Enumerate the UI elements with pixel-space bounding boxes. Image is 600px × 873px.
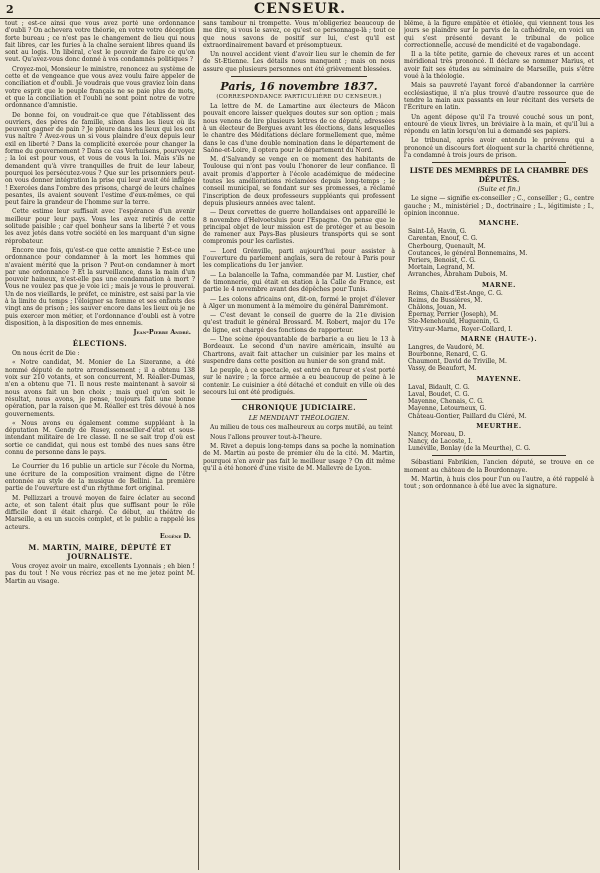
department-heading: MARNE.	[482, 280, 516, 289]
page-number: 2	[6, 3, 14, 16]
deputy-entry: Reims, de Bussières, M.	[408, 296, 483, 304]
section-heading-elections: ÉLECTIONS.	[72, 339, 128, 349]
deputy-entry: Ste-Menehould, Huguenin, G.	[408, 318, 500, 326]
article-paragraph: Sébastiani Fabrikien, l'ancien député, se trouve en ce moment au château de la Bourdonnaye.	[404, 459, 594, 474]
article-paragraph: Vous croyez avoir un maire, excellents Lyonnais ; eh bien ! pas du tout ! Ne vous récriez pas et ne me jetez point M. Martin au visage.	[5, 563, 195, 585]
department-heading: MANCHE.	[478, 219, 520, 228]
separator	[33, 459, 167, 460]
article-paragraph: M. d'Salvandy se venge en ce moment des habitants de Toulouse qui n'ont pas voulu l'honorer de leur confiance. Il avait promis d'apporter à l'école académique de médecine toutes les améliorations réclamées depuis long-temps ; le conseil municipal, se fondant sur ses promesses, a réclamé l'inscription de deux professeurs suppléants qui professent depuis plusieurs années avec talent.	[203, 156, 395, 207]
correspondence-note: (CORRESPONDANCE PARTICULIÈRE DU CENSEUR.)	[216, 94, 382, 101]
article-paragraph: Le Courrier du 16 publie un article sur l'école du Norma, une écriture de la composition vraiment digne de l'être entonnée au style de la musique de Bellini. La première partie de l'ouverture est d'un rhythme fort original.	[5, 463, 195, 493]
section-subheading: LE MENDIANT THÉOLOGIEN.	[248, 414, 350, 423]
column-rule	[198, 20, 199, 870]
article-paragraph: Cette estime leur suffisait avec l'espérance d'un avenir meilleur pour leur pays. Vous les avez retirés de cette solitude paisible ; car quel bonheur sans la liberté ? et vous les avez jetés dans votre société en les marquant d'un signe réprobateur.	[5, 208, 195, 245]
newspaper-title: CENSEUR.	[253, 1, 347, 17]
department-heading: MARNE (HAUTE-).	[460, 334, 538, 343]
article-paragraph: — Deux corvettes de guerre hollandaises ont appareillé le 8 novembre d'Helvoetsluis pour l'Espagne. On pense que le principal objet de leur mission est de protéger et au besoin de ramener aux Pays-Bas plusieurs transports qui se sont compromis pour les carlistes.	[203, 209, 395, 246]
separator	[231, 399, 367, 400]
deputy-entry: Bourbonne, Renard, C. G.	[408, 351, 488, 359]
article-paragraph: Nous l'allons prouver tout-à-l'heure.	[210, 433, 322, 441]
article-paragraph: sans tambour ni trompette. Vous m'obligeriez beaucoup de me dire, si vous le savez, ce qu'est ce personnage-là ; tout ce que nous savons de positif sur lui, c'est qu'il est extraordinairement bavard et présomptueux.	[203, 20, 395, 49]
deputy-entry: Mayenne, Letourneux, G.	[408, 405, 487, 413]
deputy-entry: Vassy, de Beaufort, M.	[408, 365, 477, 373]
article-paragraph: « Nous avons eu également comme suppléant à la députation M. Gendy de Rusey, conseiller-d'état et sous-intendant militaire de 1re classe. Il ne se sait trop d'où est sortie ce candidat, qui nous est tombé des nues sans être connu de personne dans le pays.	[5, 419, 195, 457]
department-heading: MAYENNE.	[476, 374, 522, 383]
deputy-entry: Châlons, Jouan, M.	[408, 304, 467, 312]
article-paragraph: — C'est devant le conseil de guerre de la 21e division qu'est traduit le général Brossard. M. Robert, major du 17e de ligne, est chargé des fonctions de rapporteur.	[203, 312, 395, 334]
column-rule	[399, 20, 400, 870]
article-paragraph: — Lord Grénville, parti aujourd'hui pour assister à l'ouverture du parlement anglais, sera de retour à Paris pour les complications du 1er janvier.	[203, 247, 395, 270]
deputy-entry: Château-Gontier, Paillard du Cléré, M.	[408, 412, 527, 420]
masthead	[0, 0, 600, 19]
deputy-entry: Nancy, Moreau, D.	[408, 430, 466, 438]
article-paragraph: Il a la tête petite, garnie de cheveux rares et un accent méridional très prononcé. Il déclare se nommer Marius, et avoir fait ses études au séminaire de Marseille, puis s'être voué à la théologie.	[404, 51, 594, 81]
article-paragraph: De bonne foi, on voudrait-ce que que l'établissent des ouvriers, des pères de famille, sinon dans les lieux où ils peuvent gagner de pain ? Je pleure dans les lieux qui les ont vus naître ? Avez-vous un si vous plaindre d'eux depuis leur exil en liberté ? Dans la complicité exercée pour changer la forme du gouvernement ? Dans ce cas Verhuisens, pourvoyez ; la loi est pour vous, et vous de vous la loi. Mais s'ils ne demandent qu'à vivre tranquilles de fruit de leur labeur, pourquoi les persécutez-vous ? Que sur les prisonniers peut-on vous donner intégration la prise qui leur avait été infligée ! Exercées dans l'ombre des prisons, chargé de leurs chaînes pesantes, ils avaient souvent l'estime d'eux-mêmes, ce qui peut faire la grandeur de l'homme sur la terre.	[5, 111, 195, 207]
article-paragraph: Un nouvel accident vient d'avoir lieu sur le chemin de fer de St-Etienne. Les détails nous manquent ; mais on nous assure que plusieurs personnes ont été grièvement blessées.	[203, 51, 395, 73]
separator	[231, 76, 367, 77]
article-paragraph: Le tribunal, après avoir entendu le prévenu qui a prononcé un discours fort éloquent sur la charité chrétienne, l'a condamné à trois jours de prison.	[404, 137, 594, 160]
department-heading: MEURTHE.	[476, 421, 522, 430]
deputy-entry: Vitry-sur-Marne, Royer-Collard, I.	[408, 325, 513, 333]
deputy-entry: Periers, Benoist, C. G.	[408, 257, 476, 265]
article-paragraph: Le peuple, à ce spectacle, est entré en fureur et s'est porté sur le navire ; la force armée a eu beaucoup de peine à le contenir. Le cuisinier a été détaché et conduit en ville où des secours lui ont été prodigués.	[203, 367, 395, 397]
article-paragraph: Encore une fois, qu'est-ce que cette amnistie ? Est-ce une ordonnance pour condamner à la mort les hommes qui n'avaient mérité que la prison ? Peut-on condamner à mort par une ordonnance ? Et la surveillance, dans la main d'un pouvoir haineux, n'est-elle pas une condamnation à mort ? Vous ne voulez pas que je voie ici ; mais je vous le prouverai. Un de nos vieillards, le préfet, ce ministre, est saisi par la vie à la limite du temps ; l'éloigner sa femme et ses enfants des vingt ans de prison ; les sauver encore dans les lieux où je ne puis exercer mon métier, et l'ordonnance d'oubli est à votre disposition, à la disposition de mes ennemis.	[5, 246, 195, 327]
deputies-list-legend: Le signe — signifie ex-conseiller ; C., conseiller ; G., centre gauche ; M., ministériel ; D., doctrinaire ; L., légitimiste ; I., opinion inconnue.	[404, 195, 594, 217]
column-1	[5, 20, 195, 587]
separator	[432, 162, 566, 163]
dateline: Paris, 16 novembre 1837.	[220, 80, 378, 94]
article-paragraph: Au milieu de tous ces malheureux au corps mutilé, au teint	[210, 424, 393, 432]
article-paragraph: M. Rivet a depuis long-temps dans sa poche la nomination de M. Martin au poste de premier élu de la cité. M. Martin, pourquoi n'en avoir pas fait le meilleur usage ? On dit même qu'il a été honoré d'une visite de M. Mallevre de Lyon.	[203, 442, 395, 472]
article-signature: Jean-Pierre André.	[133, 329, 191, 337]
article-paragraph: Un agent dépose qu'il l'a trouvé couché sous un pont, entouré de vieux livres, un bréviaire à la main, et qu'il lui a répondu en latin lorsqu'on lui a demandé ses papiers.	[404, 113, 594, 136]
article-paragraph: Croyez-moi, Monsieur le ministre, renoncez au système de cette et de vengeance que vous avez voulu faire appeler de conciliation et d'oubli. Je voudrais que vous graviez loin dans votre esprit que le peuple français ne se paie plus de mots, et que la conciliation et l'oubli ne sont point notre de votre ordonnance d'amnistie.	[5, 65, 195, 110]
deputy-entry: Mortain, Legrand, M.	[408, 264, 475, 272]
deputy-entry: Nancy, de Lacoste, I.	[408, 437, 473, 445]
deputies-list	[404, 219, 594, 452]
deputy-entry: Laval, Bidault, C. G.	[408, 383, 470, 391]
article-paragraph: M. Martin, à huis clos pour l'un ou l'autre, a été rappelé à tout ; son ordonnance à été lue avec la signature.	[404, 475, 594, 491]
article-signature: Eugène D.	[159, 533, 191, 540]
article-paragraph: — La balancelle la Tafna, commandée par M. Lustier, chef de timonnerie, qui était en station à la Calle de France, est partie le 4 novembre avant des dépêches pour Tunis.	[203, 271, 395, 294]
deputy-entry: Mayenne, Chenais, C. G.	[408, 398, 484, 406]
article-paragraph: tout ; est-ce ainsi que vous avez porté une ordonnance d'oubli ? On achevera votre théorie, en votre votre déception forte bureau ; ce n'est pas le changement de lieu qui nous fait libres, car les furies à la chaîne seraient libres quand ils sont au logis. Un libéral, c'est le pouvoir de faire ce qu'on veut. Qu'avez-vous donc donné à vos condamnés politiques ?	[5, 20, 195, 64]
deputies-list-title: LISTE DES MEMBRES DE LA CHAMBRE DES DÉPUTÉS.	[409, 166, 589, 185]
deputy-entry: Coutances, le général Bonnemains, M.	[408, 249, 528, 257]
article-paragraph: — Une scène épouvantable de barbarie a eu lieu le 13 à Bordeaux. Le second d'un navire américain, insulté au Chartrons, avait fait attacher un cuisinier par les mains et suspendre dans cette position au hunier de son grand mât.	[203, 335, 395, 365]
deputy-entry: Épernay, Perrier (Joseph), M.	[408, 311, 499, 319]
article-paragraph: « Notre candidat, M. Monier de La Sizeranne, a été nommé député de notre arrondissement ; il a obtenu 138 voix sur 210 votants, et son concurrent, M. Réaller-Dumas, n'en a obtenu que 71. Il nous reste maintenant à savoir si nous avons fait un bon choix ; mais quel qu'en soit le résultat, nous avons, je pense, toujours fait une bonne opération, par la raison que M. Réaller est très dévoué à nos gouvernements.	[5, 359, 195, 418]
article-paragraph: — Les colons africains ont, dit-on, formé le projet d'élever à Alger un monument à la mémoire du général Damrémont.	[203, 295, 395, 310]
column-2	[203, 20, 395, 474]
deputy-entry: Reims, Chaix-d'Est-Ange, C. G.	[408, 289, 503, 297]
deputy-entry: Langres, de Vaudoré, M.	[408, 343, 485, 351]
deputy-entry: Lunéville, Bonlay (de la Meurthe), C. G.	[408, 445, 531, 453]
letter-heading: M. MARTIN, MAIRE, DÉPUTÉ ET JOURNALISTE.	[28, 543, 172, 561]
article-paragraph: Mais sa pauvreté l'ayant forcé d'abandonner la carrière ecclésiastique, il n'a plus trouvé d'autre ressource que de tendre la main aux passants en leur récitant des versets de l'Écriture en latin.	[404, 82, 594, 112]
deputy-entry: Avranches, Abraham Dubois, M.	[408, 271, 508, 279]
article-paragraph: M. Pellizzari a trouvé moyen de faire éclater au second acte, et son talent était plus que suffisant pour le rôle difficile dont il était chargé. Ce début, au théâtre de Marseille, a eu un succès complet, et le public a rappelé les acteurs.	[5, 494, 195, 531]
deputy-entry: Cherbourg, Quenault, M.	[408, 242, 486, 250]
article-paragraph: blême, à la figure empâtée et étiolée, qui viennent tous les jours se plaindre sur le parvis de la cathédrale, en voici un qui s'est présenté devant le tribunal de police correctionnelle, accusé de mendicité et de vagabondage.	[404, 20, 594, 49]
deputies-list-subtitle: (Suite et fin.)	[477, 185, 521, 194]
article-paragraph: La lettre de M. de Lamartine aux électeurs de Mâcon pouvait encore laisser quelques doutes sur son option ; mais nous venons de lire plusieurs lettres de ce député, adressées à un électeur de Bergues avant les élections, dans lesquelles le chantre des Méditations déclare formellement que, même dans le cas d'une double nomination dans le département de Saône-et-Loire, il optera pour le département du Nord.	[203, 103, 395, 154]
section-heading-chronique: CHRONIQUE JUDICIAIRE.	[241, 403, 357, 413]
deputy-entry: Chaumont, David de Triville, M.	[408, 358, 507, 366]
deputy-entry: Saint-Lô, Havin, G.	[408, 228, 467, 236]
column-3	[404, 20, 594, 493]
separator	[432, 455, 566, 456]
deputy-entry: Laval, Boudet, C. G.	[408, 390, 470, 398]
article-paragraph: On nous écrit de Die :	[12, 350, 80, 358]
deputy-entry: Carentan, Enouf, C. G.	[408, 235, 478, 243]
